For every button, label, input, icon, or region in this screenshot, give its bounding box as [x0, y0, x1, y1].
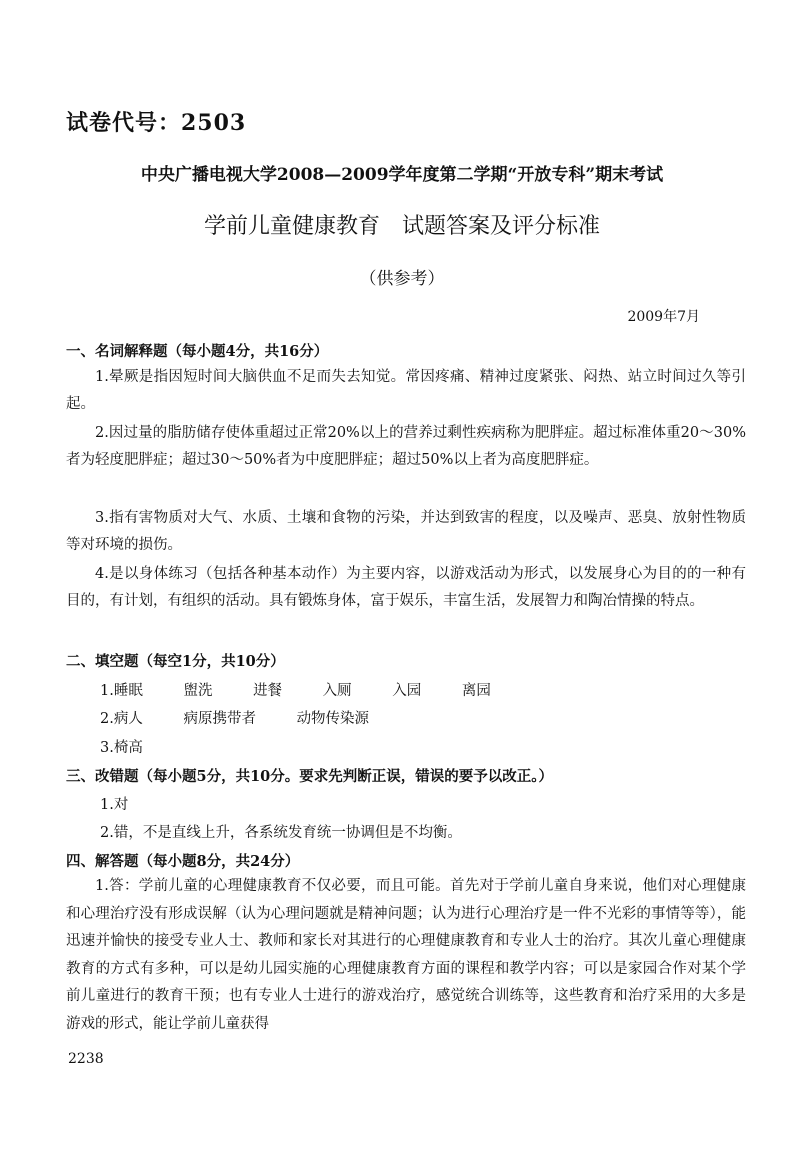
fill-blank-row-2 [100, 707, 369, 728]
blank-answer: 进餐 [253, 683, 283, 699]
correction-item-1: 1.对 [100, 797, 129, 813]
blank-answer: 病人 [113, 711, 143, 727]
exam-code: 试卷代号：2503 [66, 110, 247, 136]
section-heading-answers: 四、解答题（每小题8分，共24分） [66, 853, 300, 870]
correction-item-2: 2.错，不是直线上升，各系统发育统一协调但是不均衡。 [100, 825, 462, 841]
definition-item-1: 1.晕厥是指因短时间大脑供血不足而失去知觉。常因疼痛、精神过度紧张、闷热、站立时间过久等引起。 [66, 369, 746, 413]
exam-title: 中央广播电视大学2008—2009学年度第二学期“开放专科”期末考试 [140, 165, 664, 185]
definition-item-4: 4.是以身体练习（包括各种基本动作）为主要内容，以游戏活动为形式，以发展身心为目的的一种有目的，有计划，有组织的活动。具有锻炼身体，富于娱乐，丰富生活，发展智力和陶冶情操的特点。 [66, 566, 746, 610]
blank-answer: 离园 [461, 683, 491, 699]
blank-answer: 入厕 [322, 683, 352, 699]
section-heading-correction: 三、改错题（每小题5分，共10分。要求先判断正误，错误的要予以改正。） [66, 768, 554, 785]
exam-date: 2009年7月 [627, 309, 700, 325]
blank-answer: 入园 [392, 683, 422, 699]
blank-answer: 睡眠 [113, 683, 143, 699]
page-number: 2238 [68, 1051, 104, 1067]
fill-blank-row-3: 3.椅高 [100, 740, 143, 756]
blank-num: 1. [100, 683, 114, 699]
blank-answer: 病原携带者 [183, 711, 256, 727]
fill-blank-row-1 [100, 679, 491, 700]
answer-item-1: 1.答：学前儿童的心理健康教育不仅必要，而且可能。首先对于学前儿童自身来说，他们对心理健康和心理治疗没有形成误解（认为心理问题就是精神问题；认为进行心理治疗是一件不光彩的事情等等），能迅速并愉快的接受专业人士、教师和家长对其进行的心理健康教育和专业人士的治疗。其次儿童心理健康教育的方式有多种，可以是幼儿园实施的心理健康教育方面的课程和教学内容；可以是家园合作对某个学前儿童进行的教育干预；也有专业人士进行的游戏治疗，感觉统合训练等，这些教育和治疗采用的大多是游戏的形式，能让学前儿童获得 [66, 878, 746, 1032]
definition-item-3: 3.指有害物质对大气、水质、土壤和食物的污染，并达到致害的程度，以及噪声、恶臭、放射性物质等对环境的损伤。 [66, 510, 746, 554]
subject-title: 学前儿童健康教育 试题答案及评分标准 [203, 214, 600, 239]
blank-answer: 动物传染源 [296, 711, 370, 727]
section-heading-definitions: 一、名词解释题（每小题4分，共16分） [66, 343, 329, 360]
section-heading-fill-blank: 二、填空题（每空1分，共10分） [66, 653, 285, 670]
definition-item-2: 2.因过量的脂肪储存使体重超过正常20%以上的营养过剩性疾病称为肥胖症。超过标准体重20～30%者为轻度肥胖症；超过30～50%者为中度肥胖症；超过50%以上者为高度肥胖症。 [66, 425, 746, 469]
reference-note: （供参考） [359, 269, 445, 289]
blank-num: 2. [100, 711, 114, 727]
blank-answer: 盥洗 [183, 683, 213, 699]
